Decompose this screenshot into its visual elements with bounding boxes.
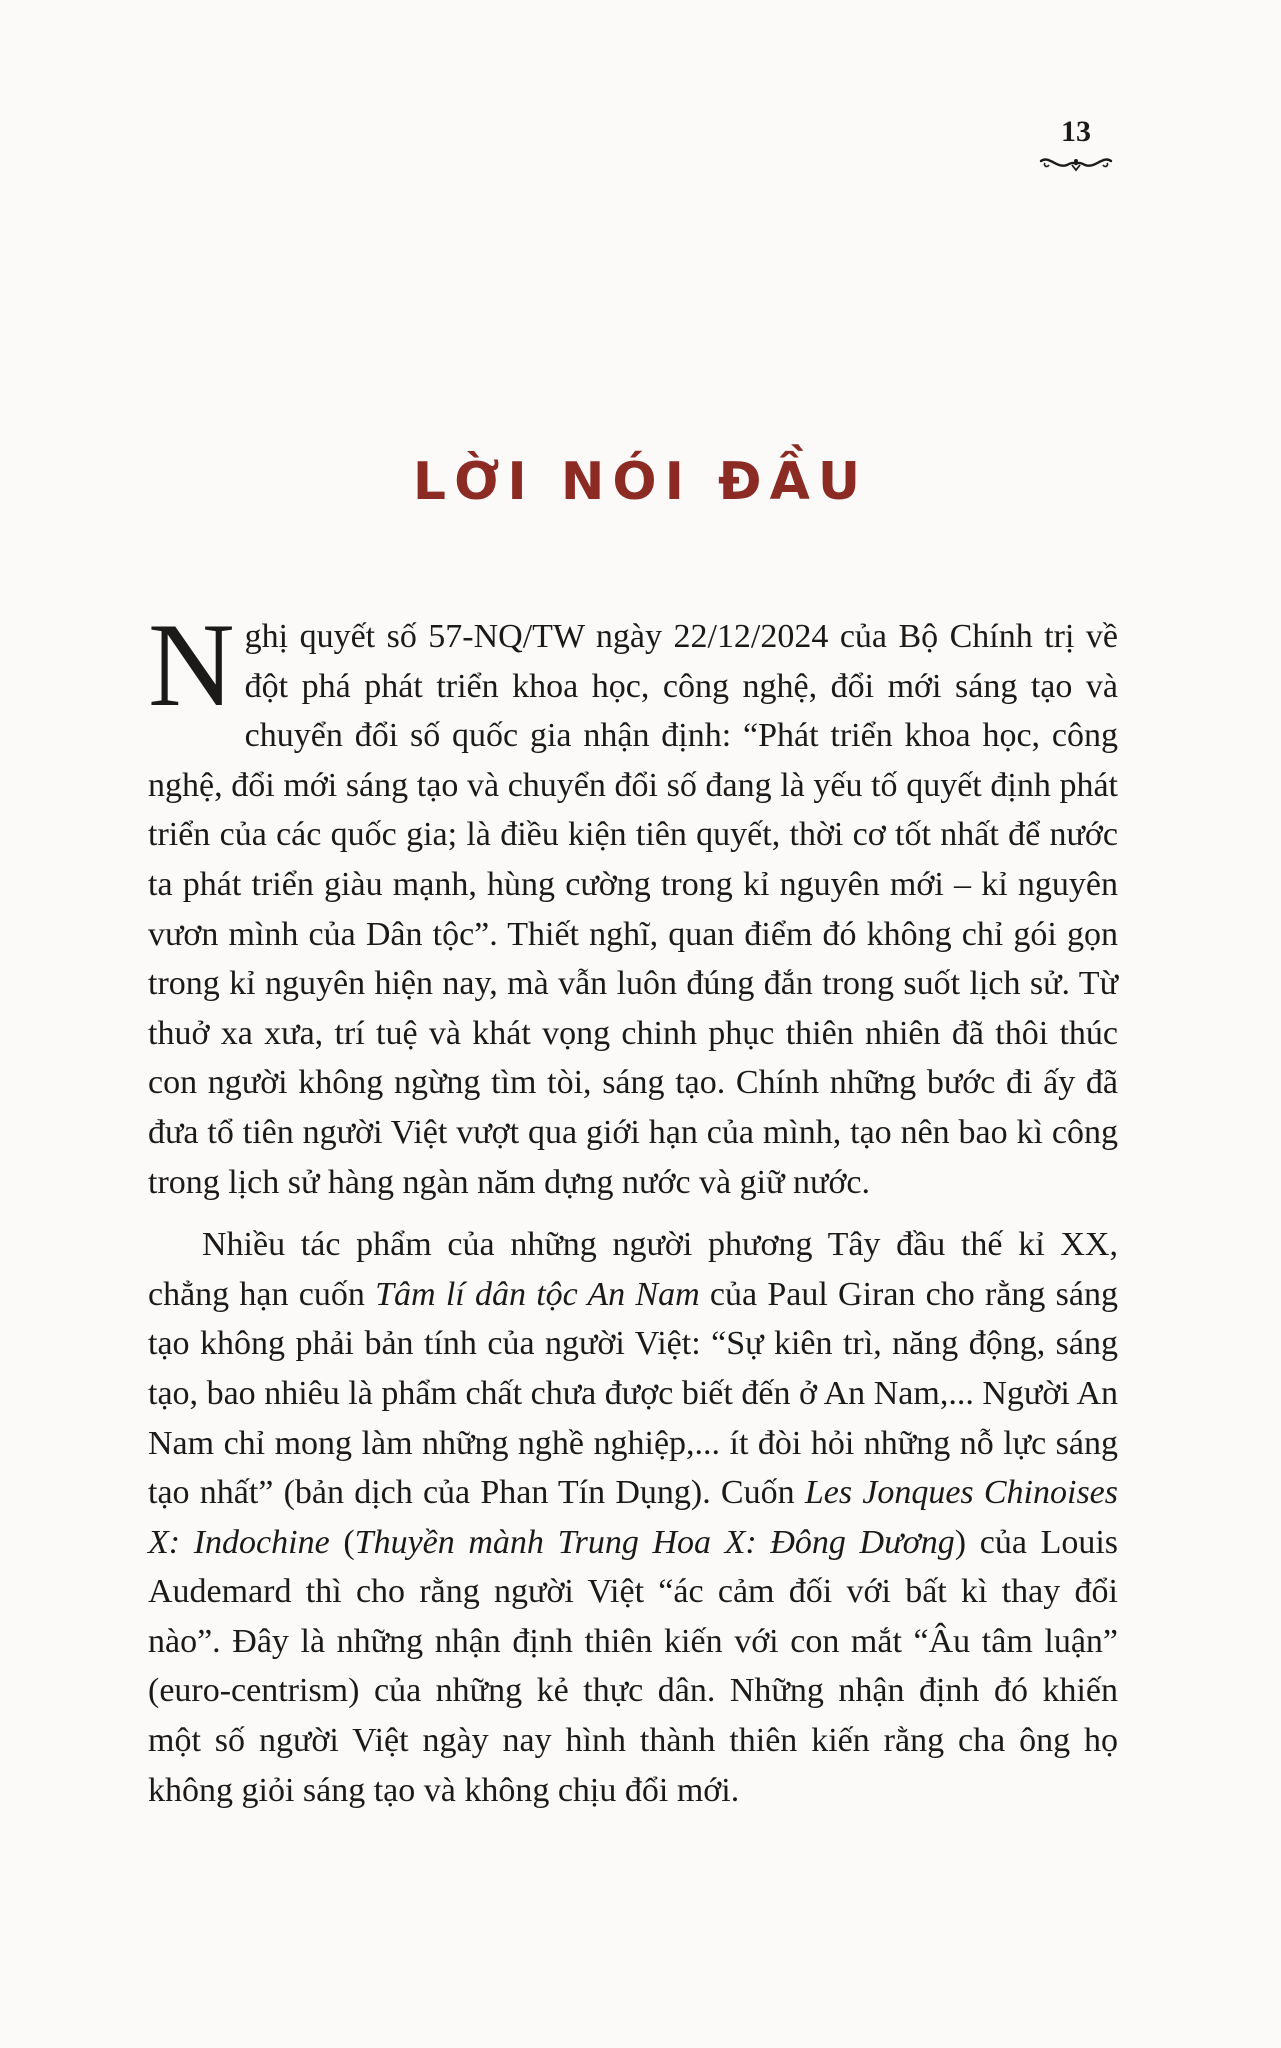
body-text [148,598,1119,1828]
drop-cap: N [148,598,235,731]
paragraph-2-text-2: của Paul Giran cho rằng sáng tạo không phải bản tính của người Việt: “Sự kiên trì, năng động, sáng tạo, bao nhiêu là phẩm chất chưa được biết đến ở An Nam,... Người An Nam chỉ mong làm những nghề nghiệp,... ít đòi hỏi những nỗ lực sáng tạo nhất” (bản dịch của Phan Tín Dụng). Cuốn [148,1275,1118,1512]
flourish-ornament-icon [1039,153,1113,175]
paragraph-1 [148,598,1118,1207]
book-title-tam-li: Tâm lí dân tộc An Nam [375,1275,700,1313]
book-title-translation: Thuyền mành Trung Hoa X: Đông Dương [354,1523,955,1561]
paragraph-2 [148,1220,1118,1815]
paragraph-2-text-4: ) của Louis Audemard thì cho rằng người Việt “ác cảm đối với bất kì thay đổi nào”. Đây là những nhận định thiên kiến với con mắt “Âu tâm luận” (euro-centrism) của những kẻ thực dân. Những nhận định đó khiến một số người Việt ngày nay hình thành thiên kiến rằng cha ông họ không giỏi sáng tạo và không chịu đổi mới. [148,1523,1119,1809]
paragraph-2-text-1: Nhiều tác phẩm của những người phương Tây đầu thế kỉ XX, chẳng hạn cuốn [148,1226,1118,1313]
page-header [1031,115,1121,175]
paragraph-1-text: ghị quyết số 57-NQ/TW ngày 22/12/2024 của Bộ Chính trị về đột phá phát triển khoa học, công nghệ, đổi mới sáng tạo và chuyển đổi số quốc gia nhận định: “Phát triển khoa học, công nghệ, đổi mới sáng tạo và chuyển đổi số đang là yếu tố quyết định phát triển của các quốc gia; là điều kiện tiên quyết, thời cơ tốt nhất để nước ta phát triển giàu mạnh, hùng cường trong kỉ nguyên mới – kỉ nguyên vươn mình của Dân tộc”. Thiết nghĩ, quan điểm đó không chỉ gói gọn trong kỉ nguyên hiện nay, mà vẫn luôn đúng đắn trong suốt lịch sử. Từ thuở xa xưa, trí tuệ và khát vọng chinh phục thiên nhiên đã thôi thúc con người không ngừng tìm tòi, sáng tạo. Chính những bước đi ấy đã đưa tổ tiên người Việt vượt qua giới hạn của mình, tạo nên bao kì công trong lịch sử hàng ngàn năm dựng nước và giữ nước. [148,618,1118,1201]
book-title-les-jonques: Les Jonques Chinoises X: Indochine [148,1474,1118,1561]
paragraph-2-text-3: ( [329,1523,355,1561]
page-number: 13 [1061,115,1091,148]
chapter-title: LỜI NÓI ĐẦU [412,452,869,512]
